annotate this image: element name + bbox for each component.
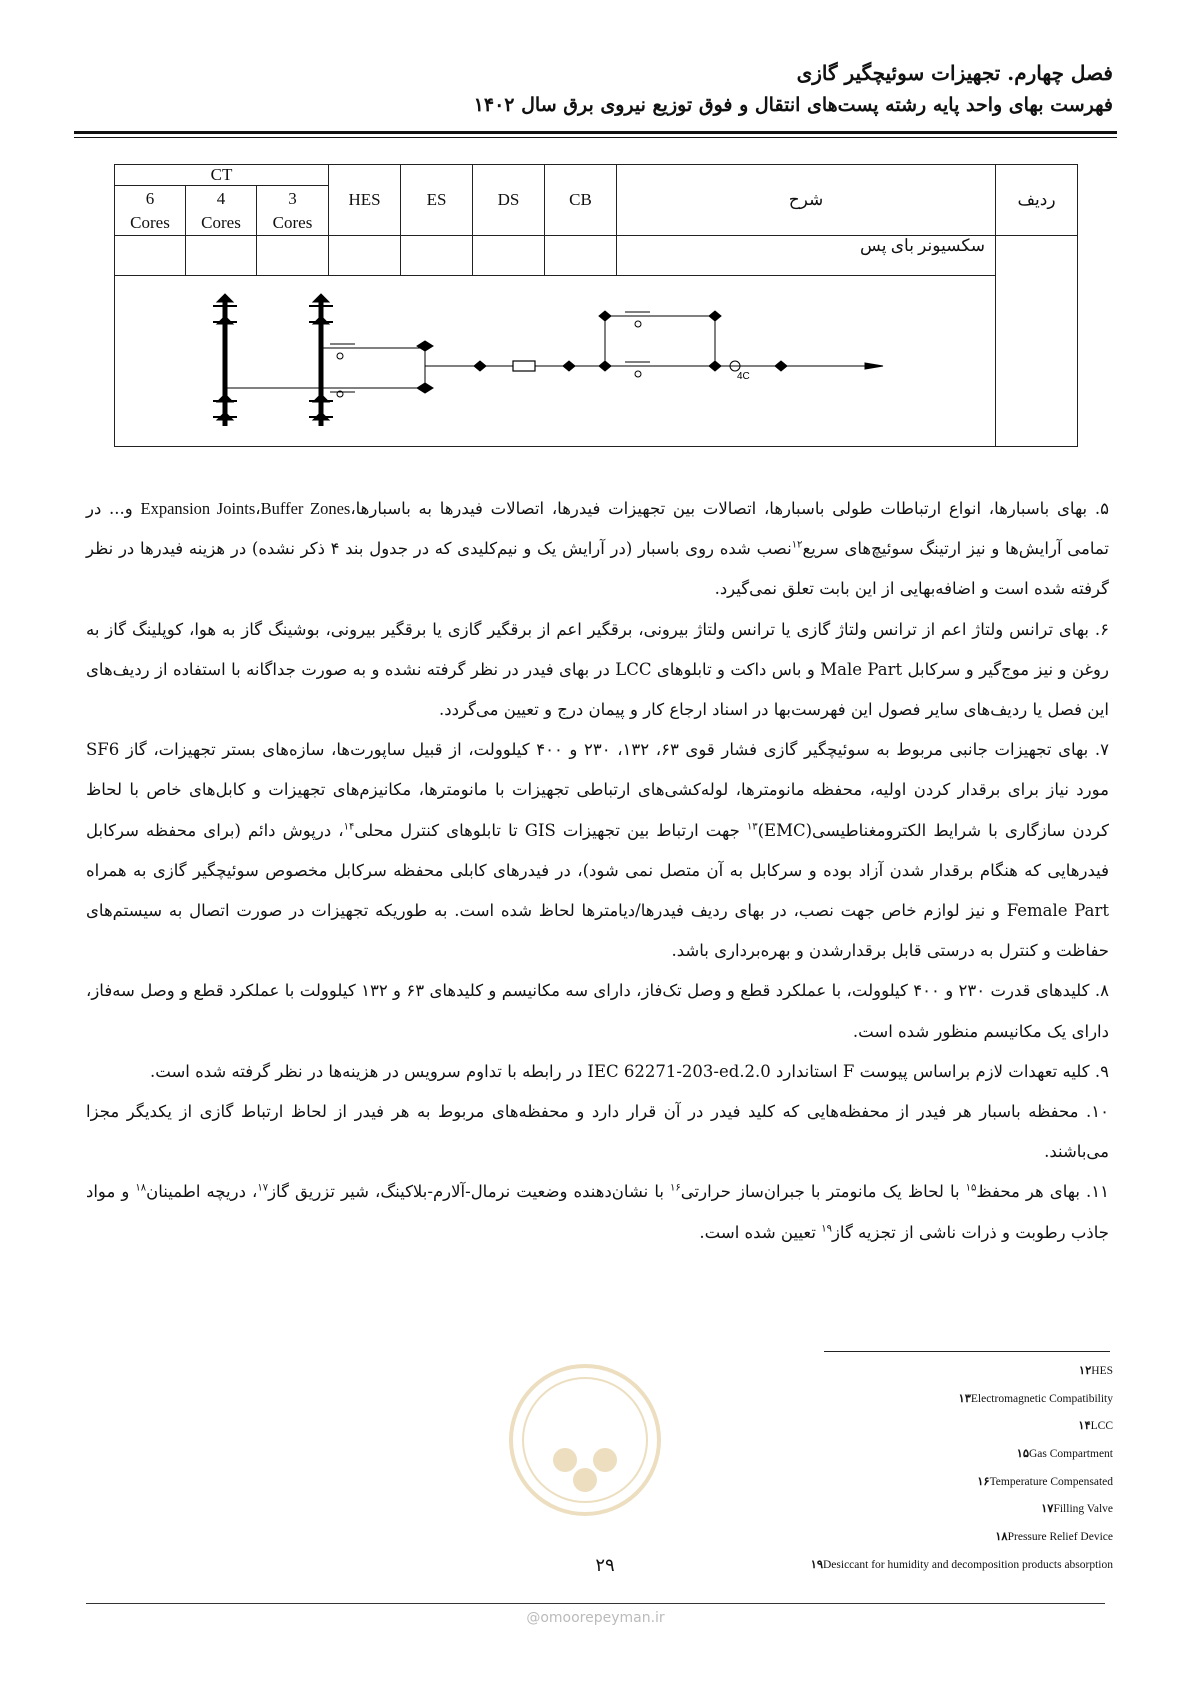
paragraph-11: ۱۱. بهای هر محفظ$^{۱۵}$ با لحاظ یک مانومتر با جبران‌ساز حرارتی$^{۱۶}$ با نشان‌دهنده وضعیت نرمال-آلارم-بلاکینگ، شیر تزریق گاز$^{۱۷}$، دریچه اطمینان$^{۱۸}$ و مواد جاذب رطوبت و ذرات ناشی از تجزیه گاز$^{۱۹}$ تعیین شده است.	[86, 1182, 1109, 1242]
footnote-16: ۱۶Temperature Compensated	[977, 1475, 1113, 1488]
paragraph-9: ۹. کلیه تعهدات لازم براساس پیوست F استاندارد IEC 62271-203-ed.2.0 در رابطه با تداوم سرویس در هزینه‌ها در نظر گرفته شده است.	[150, 1061, 1109, 1081]
description-header: شرح	[617, 165, 996, 236]
ct-3-cores-header: 3 Cores	[257, 186, 329, 236]
ct-6-cores-header: 6 Cores	[115, 186, 186, 236]
watermark: @omoorepeyman.ir	[526, 1610, 665, 1626]
cell-es	[401, 236, 473, 276]
cell-ds	[473, 236, 545, 276]
header-rule-thick	[74, 131, 1117, 134]
footnotes	[613, 1358, 1113, 1580]
row-number-header: ردیف	[996, 165, 1078, 236]
es-header: ES	[401, 165, 473, 236]
single-line-diagram-cell	[115, 276, 996, 447]
paragraph-6: ۶. بهای ترانس ولتاژ اعم از ترانس ولتاژ گازی یا ترانس ولتاژ بیرونی، برقگیر اعم از برقگیر گازی یا برقگیر بیرونی، بوشینگ گاز به هوا، کوپلینگ گاز به روغن و نیز موج‌گیر و سرکابل Male Part و باس داکت و تابلوهای LCC در بهای فیدر در نظر گرفته نشده و به صورت جداگانه با استفاده از ردیف‌های این فصل یا ردیف‌های سایر فصول این فهرست‌بها در اسناد ارجاع کار و پیمان درج و تعیین می‌گردد.	[86, 619, 1109, 720]
header-rule-thin	[74, 137, 1117, 138]
row-number-cell	[996, 236, 1078, 447]
ct-header: CT	[115, 165, 329, 186]
cell-6-cores	[115, 236, 186, 276]
cb-header: CB	[545, 165, 617, 236]
cell-cb	[545, 236, 617, 276]
document-title: فهرست بهای واحد پایه رشته پست‌های انتقال و فوق توزیع نیروی برق سال ۱۴۰۲	[473, 94, 1113, 116]
cell-4-cores	[186, 236, 257, 276]
paragraph-7: ۷. بهای تجهیزات جانبی مربوط به سوئیچگیر گازی فشار قوی ۶۳، ۱۳۲، ۲۳۰ و ۴۰۰ کیلوولت، از قبیل ساپورت‌ها، سازه‌های بستر تجهیزات، گاز SF6 مورد نیاز برای برقدار کردن اولیه، محفظه مانومترها، لوله‌کشی‌های ارتباطی تجهیزات با مانومترها، مکانیزم‌های تجهیزات و کابل‌های خاص با لحاظ کردن سازگاری با شرایط الکترومغناطیسی(EMC)$^{۱۳}$ جهت ارتباط بین تجهیزات GIS تا تابلوهای کنترل محلی$^{۱۴}$، درپوش دائم (برای محفظه سرکابل فیدرهایی که هنگام برقدار شدن آزاد بوده و سرکابل به آن متصل نمی شود)، در فیدرهای کابلی محفظه سرکابل مخصوص سوئیچگیر گازی به همراه Female Part و نیز لوازم خاص جهت نصب، در بهای ردیف فیدرها/دیامترها لحاظ شده است. به طوریکه تجهیزات در صورت اتصال به سیستم‌های حفاظت و کنترل به درستی قابل برقدارشدن و بهره‌برداری باشد.	[86, 740, 1110, 961]
footnote-13: ۱۳Electromagnetic Compatibility	[958, 1392, 1113, 1405]
ct-4-cores-header: 4 Cores	[186, 186, 257, 236]
footnote-14: ۱۴LCC	[1078, 1420, 1113, 1433]
footnote-18: ۱۸Pressure Relief Device	[995, 1531, 1113, 1544]
diagram-label-4c: 4C	[737, 371, 750, 382]
paragraph-8: ۸. کلیدهای قدرت ۲۳۰ و ۴۰۰ کیلوولت، با عملکرد قطع و وصل تک‌فاز، دارای سه مکانیسم و کلیدهای ۶۳ و ۱۳۲ کیلوولت با عملکرد قطع و وصل سه‌فاز، دارای یک مکانیسم منظور شده است.	[86, 981, 1109, 1041]
chapter-title: فصل چهارم. تجهیزات سوئیچگیر گازی	[796, 61, 1113, 85]
footnote-19: ۱۹Desiccant for humidity and decomposition products absorption	[810, 1558, 1113, 1571]
cell-hes	[329, 236, 401, 276]
ds-header: DS	[473, 165, 545, 236]
cell-3-cores	[257, 236, 329, 276]
paragraph-5: ۵. بهای باسبارها، انواع ارتباطات طولی باسبارها، اتصالات بین تجهیزات فیدرها، اتصالات فیدرها به باسبارها،Expansion Joints،Buffer Zones و... در تمامی آرایش‌ها و نیز ارتینگ سوئیچ‌های سریع$^{۱۲}$نصب شده روی باسبار (در آرایش یک و نیم‌کلیدی که در جدول بند ۴ ذکر نشده) در هزینه فیدرها در نظر گرفته شده است و اضافه‌بهایی از این بابت تعلق نمی‌گیرد.	[86, 499, 1110, 599]
body-text	[86, 489, 1109, 1253]
footnote-15: ۱۵Gas Compartment	[1016, 1448, 1113, 1461]
equipment-table	[114, 164, 1078, 447]
footnote-separator	[824, 1351, 1110, 1352]
paragraph-10: ۱۰. محفظه باسبار هر فیدر از محفظه‌هایی که کلید فیدر در آن قرار دارد و محفظه‌های مربوط به هر فیدر از لحاظ ارتباط گازی از یکدیگر مجزا می‌باشند.	[86, 1102, 1109, 1162]
footnote-12: ۱۲HES	[1078, 1365, 1113, 1377]
footer-rule	[86, 1603, 1105, 1604]
page-header	[78, 56, 1113, 120]
row-description: سکسیونر بای پس	[617, 236, 996, 276]
hes-header: HES	[329, 165, 401, 236]
page-number: ۲۹	[595, 1555, 615, 1576]
single-line-diagram	[115, 276, 995, 446]
footnote-17: ۱۷Filling Valve	[1041, 1503, 1113, 1516]
